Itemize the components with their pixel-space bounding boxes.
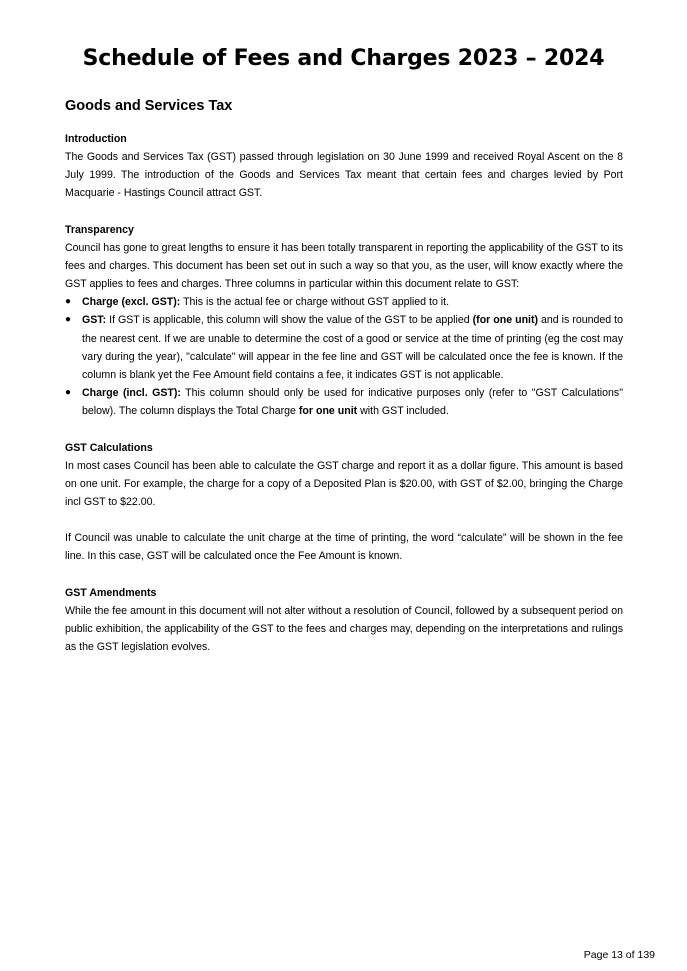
list-item [65,311,623,384]
document-title: Schedule of Fees and Charges 2023 – 2024 [82,46,605,71]
transparency-heading: Transparency [65,223,134,236]
page-content [65,97,623,656]
list-item-text: and is rounded to the nearest cent. If we are unable to determine the cost of a good or service at the time of printing (eg the cost may vary during the year), "calculate" will appear in the fee line and GST will be calculated once the fee is known. If the column is blank yet the Fee Amount field contains a fee, it indicates GST is not applicable. [82,314,624,382]
list-item-bold-inline: (for one unit) [472,314,539,327]
gst-calculations-section [65,439,623,566]
list-item-text: This column should only be used for indicative purposes only (refer to "GST Calculations" below). The column displays the Total Charge [82,387,623,418]
gst-calculations-text-1: In most cases Council has been able to calculate the GST charge and report it as a dollar figure. This amount is based on one unit. For example, the charge for a copy of a Deposited Plan is $20.00, with GST of $2.00, bringing the Charge incl GST to $22.00. [65,459,623,509]
list-item-bold-inline: for one unit [298,405,358,418]
list-item-bold: Charge (incl. GST): [82,387,181,400]
transparency-section [65,221,623,421]
list-item [65,384,623,420]
bullet-icon: ● [65,314,72,326]
list-item-text: This is the actual fee or charge without GST applied to it. [180,296,450,309]
gst-amendments-heading: GST Amendments [65,586,157,599]
list-item [65,293,623,311]
page-number: Page 13 of 139 [583,949,655,961]
section-title: Goods and Services Tax [65,98,233,114]
introduction-section [65,130,623,203]
list-item-text: with GST included. [357,405,449,418]
gst-calculations-text-2: If Council was unable to calculate the unit charge at the time of printing, the word “calculate” will be shown in the fee line. In this case, GST will be calculated once the Fee Amount is known. [65,532,623,563]
gst-columns-list [65,293,623,420]
gst-amendments-text: While the fee amount in this document will not alter without a resolution of Council, followed by a subsequent period on public exhibition, the applicability of the GST to the fees and charges may, depending on the interpretations and rulings as the GST legislation evolves. [65,604,623,654]
gst-calculations-heading: GST Calculations [65,441,153,454]
introduction-heading: Introduction [65,133,127,145]
transparency-text: Council has gone to great lengths to ensure it has been totally transparent in reporting the applicability of the GST to its fees and charges. This document has been set out in such a way so that you, as the user, will know exactly where the GST applies to fees and charges. Three columns in particular within this document relate to GST: [65,241,623,291]
bullet-icon: ● [65,296,72,308]
list-item-text: If GST is applicable, this column will show the value of the GST to be applied [106,314,473,327]
gst-amendments-section [65,584,623,657]
list-item-bold: GST: [82,314,107,327]
list-item-bold: Charge (excl. GST): [82,296,181,309]
bullet-icon: ● [65,387,72,399]
introduction-text: The Goods and Services Tax (GST) passed through legislation on 30 June 1999 and received Royal Ascent on the 8 July 1999. The introduction of the Goods and Services Tax meant that certain fees and charges levied by Port Macquarie - Hastings Council attract GST. [65,151,623,200]
